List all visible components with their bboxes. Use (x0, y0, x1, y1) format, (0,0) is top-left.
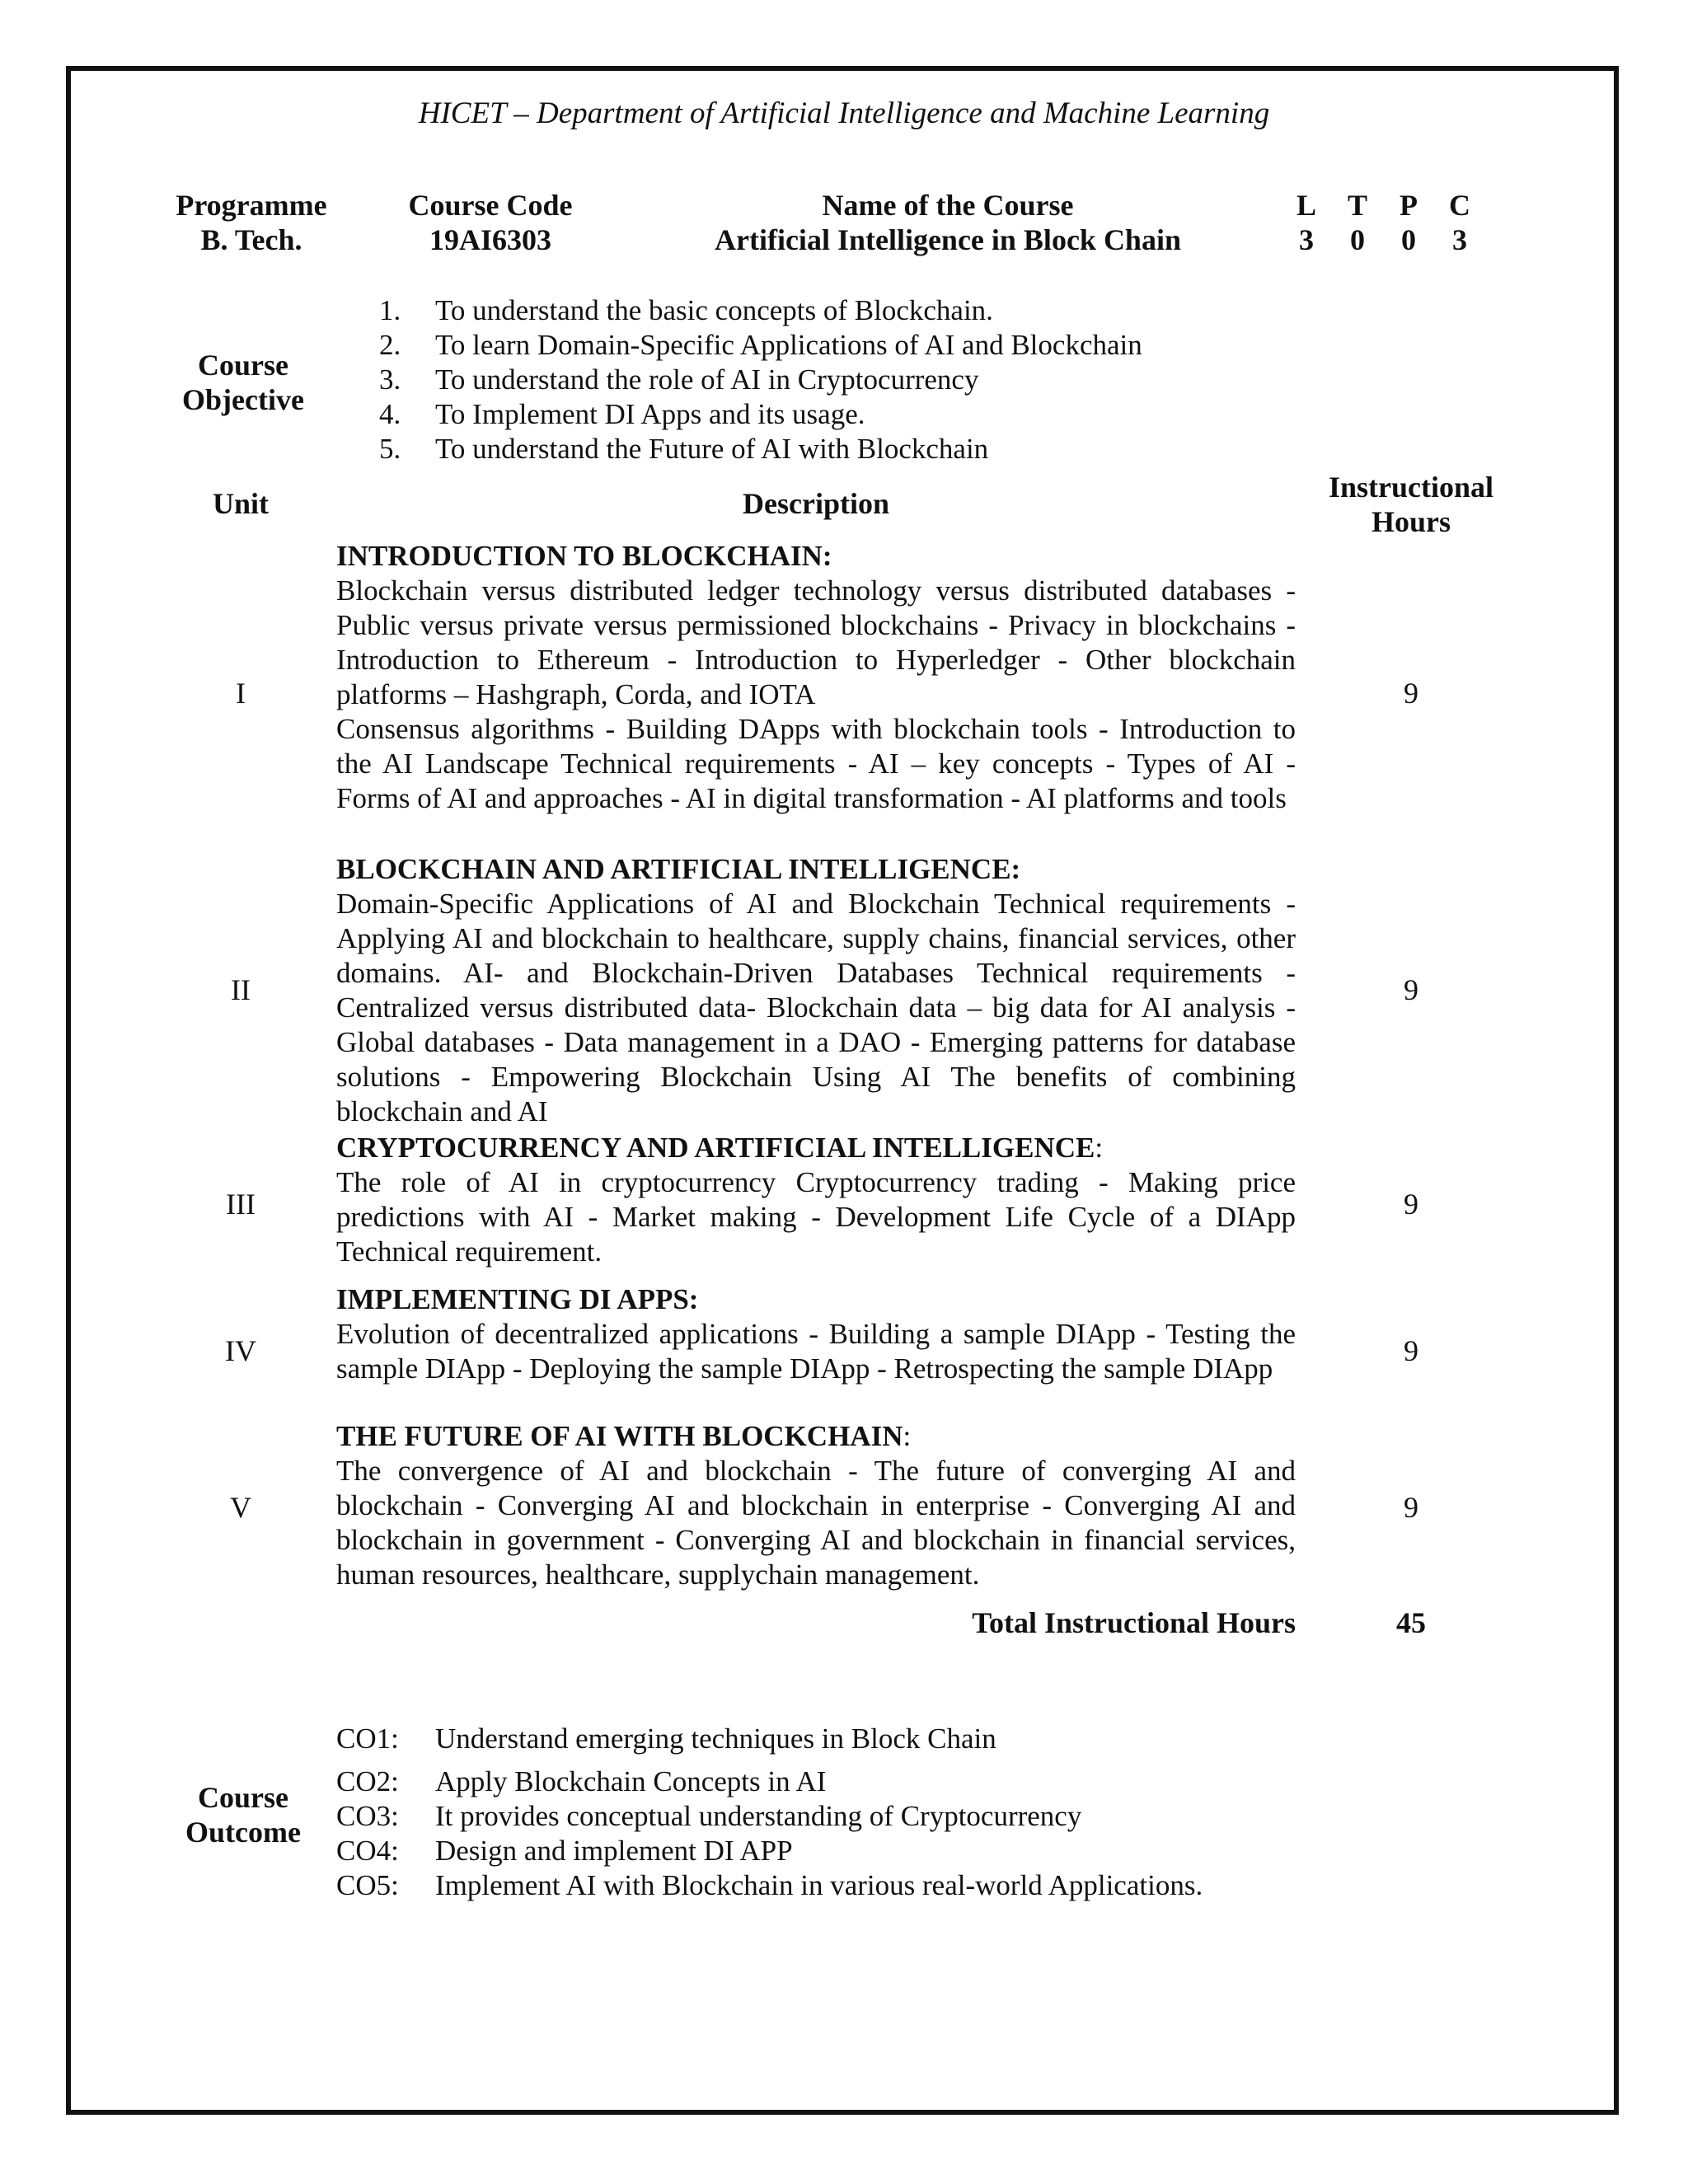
objective-item: 3. To understand the role of AI in Cryptocurrency (379, 363, 979, 396)
ltpc-label-t: T (1347, 189, 1367, 222)
course-code-value: 19AI6303 (429, 223, 551, 256)
course-name-column (676, 188, 1220, 257)
page-header: HICET – Department of Artificial Intelligence and Machine Learning (418, 96, 1270, 130)
unit-3-title: CRYPTOCURRENCY AND ARTIFICIAL INTELLIGENCE (336, 1132, 1095, 1164)
course-code-label: Course Code (408, 189, 573, 222)
course-name-label: Name of the Course (822, 189, 1074, 222)
unit-1-title: INTRODUCTION TO BLOCKCHAIN: (336, 540, 832, 572)
hours-column-header: Instructional Hours (1328, 471, 1494, 538)
unit-5-hours: 9 (1404, 1491, 1418, 1524)
ltpc-label-p: P (1400, 189, 1418, 222)
ltpc-value-l: 3 (1299, 223, 1314, 256)
ltpc-value-c: 3 (1452, 223, 1467, 256)
outcome-item: CO2: Apply Blockchain Concepts in AI (336, 1765, 827, 1797)
programme-label: Programme (176, 189, 327, 222)
ltpc-value-t: 0 (1350, 223, 1365, 256)
programme-column (157, 188, 346, 257)
unit-column-header: Unit (212, 487, 269, 520)
unit-3-description: CRYPTOCURRENCY AND ARTIFICIAL INTELLIGENCE: The role of AI in cryptocurrency Cryptocurrency trading - Making price predictions with AI - Market making - Development Life Cycle of a DIApp Technical requirement. (336, 1132, 1296, 1268)
outcome-item: CO5: Implement AI with Blockchain in various real-world Applications. (336, 1869, 1203, 1901)
unit-1-body-2: Consensus algorithms - Building DApps with blockchain tools - Introduction to the AI Landscape Technical requirements - AI – key concepts - Types of AI - Forms of AI and approaches - AI in digital transformation - AI platforms and tools (336, 713, 1296, 814)
objective-item: 2. To learn Domain-Specific Applications of AI and Blockchain (379, 329, 1142, 361)
description-column-header: Description (743, 487, 889, 520)
outcome-item: CO3: It provides conceptual understanding of Cryptocurrency (336, 1800, 1082, 1832)
ltpc-label-c: C (1449, 189, 1470, 222)
total-hours-value: 45 (1396, 1606, 1426, 1639)
objective-item: 5. To understand the Future of AI with Blockchain (379, 433, 989, 465)
unit-5-number: V (230, 1491, 251, 1524)
unit-3-hours: 9 (1404, 1188, 1418, 1221)
objective-item: 1. To understand the basic concepts of Blockchain. (379, 294, 993, 326)
programme-value: B. Tech. (200, 223, 302, 256)
unit-4-body: Evolution of decentralized applications - Building a sample DIApp - Testing the sample DIApp - Deploying the sample DIApp - Retrospecting the sample DIApp (336, 1318, 1296, 1385)
objective-item: 4. To Implement DI Apps and its usage. (379, 398, 865, 430)
unit-2-description (336, 852, 1296, 1129)
course-outcome-label: Course Outcome (185, 1781, 301, 1849)
objective-list (379, 293, 1142, 466)
unit-2-title: BLOCKCHAIN AND ARTIFICIAL INTELLIGENCE: (336, 853, 1021, 885)
unit-5-title: THE FUTURE OF AI WITH BLOCKCHAIN (336, 1420, 903, 1452)
unit-5-description: THE FUTURE OF AI WITH BLOCKCHAIN: The convergence of AI and blockchain - The future of converging AI and blockchain - Converging AI and blockchain in enterprise - Converging AI and blockchain in government - Converging AI and blockchain in financial services, human resources, healthcare, supplychain management. (336, 1420, 1296, 1591)
unit-1-body: Blockchain versus distributed ledger technology versus distributed databases - Public versus private versus permissioned blockchains - Privacy in blockchains - Introduction to Ethereum - Introduction to Hyperledger - Other blockchain platforms – Hashgraph, Corda, and IOTA (336, 574, 1296, 710)
course-objective-label: Course Objective (182, 349, 304, 416)
unit-4-title: IMPLEMENTING DI APPS: (336, 1283, 699, 1315)
ltpc-block (1281, 188, 1495, 257)
unit-2-number: II (231, 973, 251, 1006)
unit-2-body: Domain-Specific Applications of AI and Blockchain Technical requirements - Applying AI and blockchain to healthcare, supply chains, financial services, other domains. AI- and Blockchain-Driven Databases Technical requirements - Centralized versus distributed data- Blockchain data – big data for AI analysis - Global databases - Data management in a DAO - Emerging patterns for database solutions - Empowering Blockchain Using AI The benefits of combining blockchain and AI (336, 888, 1296, 1127)
total-hours-label: Total Instructional Hours (972, 1606, 1296, 1639)
ltpc-value-p: 0 (1401, 223, 1416, 256)
ltpc-labels (1281, 188, 1495, 223)
unit-3-number: III (226, 1188, 256, 1221)
outcome-item: CO4: Design and implement DI APP (336, 1835, 793, 1867)
unit-4-number: IV (225, 1334, 256, 1367)
unit-4-hours: 9 (1404, 1334, 1418, 1367)
course-code-column (379, 188, 602, 257)
unit-4-description (336, 1282, 1296, 1386)
unit-1-description (336, 539, 1296, 816)
unit-2-hours: 9 (1404, 973, 1418, 1006)
unit-1-hours: 9 (1404, 677, 1418, 710)
outcome-item: CO1: Understand emerging techniques in Block Chain (336, 1722, 996, 1755)
ltpc-values (1281, 223, 1495, 257)
ltpc-label-l: L (1296, 189, 1316, 222)
course-name-value: Artificial Intelligence in Block Chain (715, 223, 1181, 256)
unit-1-number: I (236, 677, 246, 710)
unit-3-body: The role of AI in cryptocurrency Cryptocurrency trading - Making price predictions with AI - Market making - Development Life Cycle of a DIApp Technical requirement. (336, 1166, 1296, 1268)
unit-5-body: The convergence of AI and blockchain - The future of converging AI and blockchain - Converging AI and blockchain in enterprise - Converging AI and blockchain in government - Converging AI and blockchain in financial services, human resources, healthcare, supplychain management. (336, 1455, 1296, 1591)
